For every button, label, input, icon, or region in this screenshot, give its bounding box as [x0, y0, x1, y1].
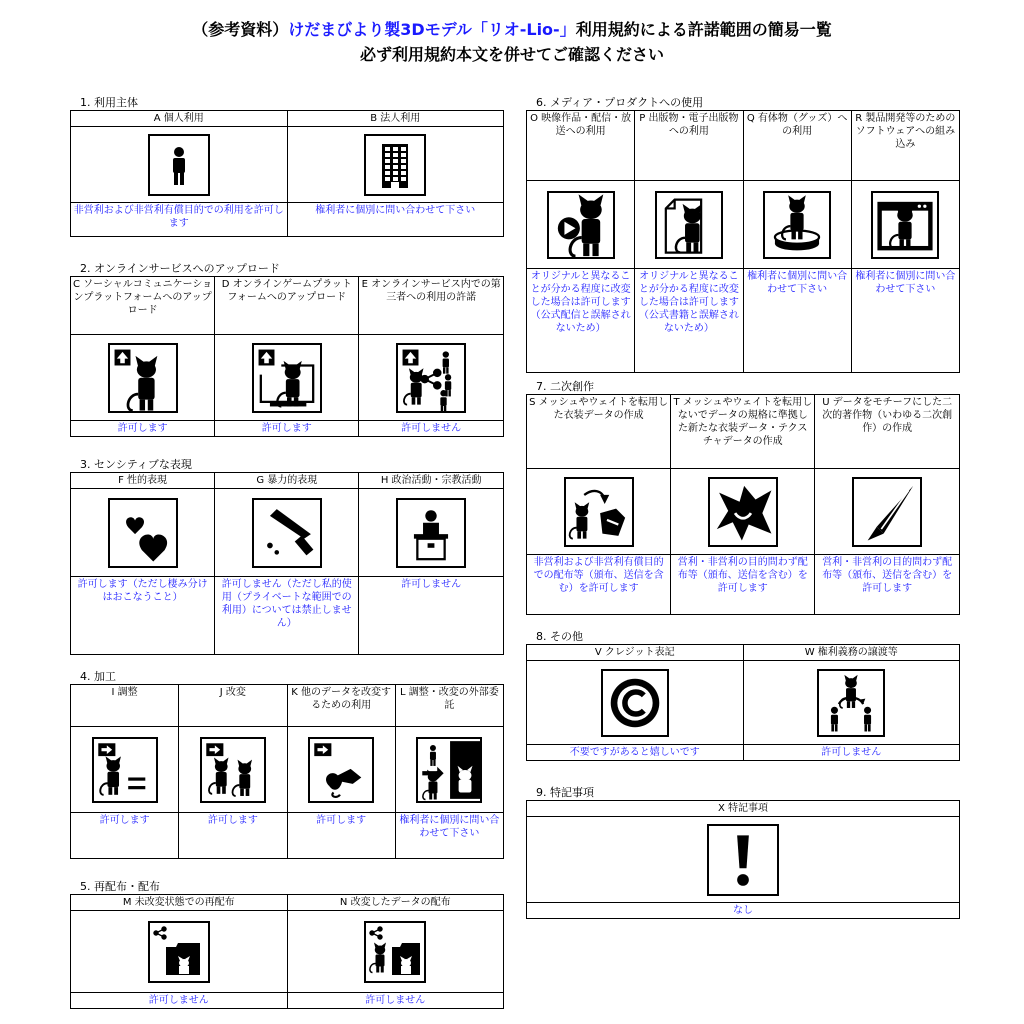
item-result: 許可しません	[743, 745, 960, 761]
title-product: けだまびより製3Dモデル「リオ-Lio-」	[288, 20, 576, 39]
item-label: B 法人利用	[287, 111, 504, 127]
item-icon-cell	[287, 727, 395, 813]
item-icon-cell	[71, 727, 179, 813]
publication-icon	[655, 191, 723, 259]
item-icon-cell	[287, 911, 504, 993]
building-icon	[364, 134, 426, 196]
item-result: 許可します（ただし棲み分けはおこなうこと）	[71, 577, 215, 655]
item-result: 許可します	[71, 421, 215, 437]
upload-social-icon	[108, 343, 178, 413]
distribute-modified-icon	[364, 921, 426, 983]
item-result: 許可しません	[71, 993, 288, 1009]
item-label: U データをモチーフにした二次的著作物（いわゆる二次創作）の作成	[815, 395, 960, 469]
license-table	[70, 894, 504, 1009]
item-result: 許可しません（ただし私的使用（プライベートな範囲での利用）については禁止しません）	[215, 577, 359, 655]
item-icon-cell	[359, 489, 504, 577]
item-result: 許可しません	[359, 421, 504, 437]
section-heading: 7. 二次創作	[536, 380, 594, 393]
license-table	[526, 800, 960, 919]
title-prefix: （参考資料）	[192, 20, 289, 39]
item-icon-cell	[395, 727, 503, 813]
item-icon-cell	[527, 469, 671, 555]
item-result: 権利者に個別に問い合わせて下さい	[287, 203, 504, 237]
item-label: Q 有体物（グッズ）への利用	[743, 111, 851, 181]
section-s4	[70, 670, 504, 859]
section-s3	[70, 458, 504, 655]
section-heading: 4. 加工	[80, 670, 116, 683]
item-icon-cell	[287, 127, 504, 203]
item-icon-cell	[215, 489, 359, 577]
exclamation-icon	[707, 824, 779, 896]
item-icon-cell	[527, 181, 635, 269]
video-icon	[547, 191, 615, 259]
item-label: H 政治活動・宗教活動	[359, 473, 504, 489]
redistribute-icon	[148, 921, 210, 983]
item-label: A 個人利用	[71, 111, 288, 127]
section-heading: 6. メディア・プロダクトへの使用	[536, 96, 704, 109]
item-result: 権利者に個別に問い合わせて下さい	[851, 269, 959, 373]
item-icon-cell	[671, 469, 815, 555]
section-heading: 2. オンラインサービスへのアップロード	[80, 262, 280, 275]
item-label: C ソーシャルコミュニケーションプラットフォームへのアップロード	[71, 277, 215, 335]
upload-game-icon	[252, 343, 322, 413]
item-icon-cell	[179, 727, 287, 813]
item-result: 不要ですがあると嬉しいです	[527, 745, 744, 761]
section-s5	[70, 880, 504, 1009]
item-icon-cell	[527, 817, 960, 903]
section-heading: 5. 再配布・配布	[80, 880, 160, 893]
section-heading: 9. 特記事項	[536, 786, 594, 799]
item-label: S メッシュやウェイトを転用した衣装データの作成	[527, 395, 671, 469]
item-icon-cell	[527, 661, 744, 745]
modify-icon	[200, 737, 266, 803]
item-label: T メッシュやウェイトを転用しないでデータの規格に準拠した新たな衣装データ・テクスチャデータの作成	[671, 395, 815, 469]
item-icon-cell	[215, 335, 359, 421]
license-table	[70, 684, 504, 859]
item-result: 許可しません	[359, 577, 504, 655]
section-heading: 3. センシティブな表現	[80, 458, 192, 471]
item-label: K 他のデータを改変するための利用	[287, 685, 395, 727]
item-label: J 改変	[179, 685, 287, 727]
item-label: P 出版物・電子出版物への利用	[635, 111, 743, 181]
section-s9	[526, 786, 960, 919]
item-result: 許可しません	[287, 993, 504, 1009]
license-table	[70, 472, 504, 655]
section-s6	[526, 96, 960, 373]
item-label: I 調整	[71, 685, 179, 727]
reuse-icon	[308, 737, 374, 803]
item-result: 許可します	[179, 813, 287, 859]
item-result: 非営利および非営利有償目的での配布等（頒布、送信を含む）を許可します	[527, 555, 671, 615]
item-label: E オンラインサービス内での第三者への利用の許諾	[359, 277, 504, 335]
item-label: W 権利義務の譲渡等	[743, 645, 960, 661]
outsource-icon	[416, 737, 482, 803]
item-result: 許可します	[215, 421, 359, 437]
software-icon	[871, 191, 939, 259]
pen-icon	[852, 477, 922, 547]
item-label: V クレジット表記	[527, 645, 744, 661]
podium-icon	[396, 498, 466, 568]
item-icon-cell	[359, 335, 504, 421]
item-icon-cell	[71, 489, 215, 577]
item-icon-cell	[743, 661, 960, 745]
item-icon-cell	[71, 127, 288, 203]
item-icon-cell	[743, 181, 851, 269]
license-table	[526, 110, 960, 373]
item-label: O 映像作品・配信・放送への利用	[527, 111, 635, 181]
license-table	[526, 394, 960, 615]
item-icon-cell	[851, 181, 959, 269]
item-label: F 性的表現	[71, 473, 215, 489]
knife-icon	[252, 498, 322, 568]
item-result: 営利・非営利の目的問わず配布等（頒布、送信を含む）を許可します	[671, 555, 815, 615]
item-label: N 改変したデータの配布	[287, 895, 504, 911]
person-icon	[148, 134, 210, 196]
copyright-icon	[601, 669, 669, 737]
item-result: 権利者に個別に問い合わせて下さい	[743, 269, 851, 373]
page-title	[0, 20, 1024, 40]
transfer-icon	[817, 669, 885, 737]
license-table	[70, 276, 504, 437]
share-third-party-icon	[396, 343, 466, 413]
item-result: オリジナルと異なることが分かる程度に改変した場合は許可します（公式書籍と誤解されないため）	[635, 269, 743, 373]
section-s1	[70, 96, 504, 237]
item-label: L 調整・改変の外部委託	[395, 685, 503, 727]
item-result: 営利・非営利の目的問わず配布等（頒布、送信を含む）を許可します	[815, 555, 960, 615]
item-result: 権利者に個別に問い合わせて下さい	[395, 813, 503, 859]
page-subtitle: 必ず利用規約本文を併せてご確認ください	[359, 45, 664, 64]
outfit-icon	[564, 477, 634, 547]
license-table	[70, 110, 504, 237]
section-s8	[526, 630, 960, 761]
item-label: M 未改変状態での再配布	[71, 895, 288, 911]
license-table	[526, 644, 960, 761]
item-result: オリジナルと異なることが分かる程度に改変した場合は許可します（公式配信と誤解されないため）	[527, 269, 635, 373]
item-result: 許可します	[287, 813, 395, 859]
item-icon-cell	[815, 469, 960, 555]
item-icon-cell	[635, 181, 743, 269]
goods-icon	[763, 191, 831, 259]
cloth-icon	[708, 477, 778, 547]
hearts-icon	[108, 498, 178, 568]
section-s7	[526, 380, 960, 615]
item-result: 許可します	[71, 813, 179, 859]
item-label: R 製品開発等のためのソフトウェアへの組み込み	[851, 111, 959, 181]
item-icon-cell	[71, 335, 215, 421]
item-label: G 暴力的表現	[215, 473, 359, 489]
item-label: D オンラインゲームプラットフォームへのアップロード	[215, 277, 359, 335]
item-result: 非営利および非営利有償目的での利用を許可します	[71, 203, 288, 237]
title-suffix: 利用規約による許諾範囲の簡易一覧	[575, 20, 832, 39]
item-label: X 特記事項	[527, 801, 960, 817]
section-s2	[70, 262, 504, 437]
section-heading: 1. 利用主体	[80, 96, 138, 109]
adjust-icon	[92, 737, 158, 803]
item-icon-cell	[71, 911, 288, 993]
item-result: なし	[527, 903, 960, 919]
section-heading: 8. その他	[536, 630, 583, 643]
